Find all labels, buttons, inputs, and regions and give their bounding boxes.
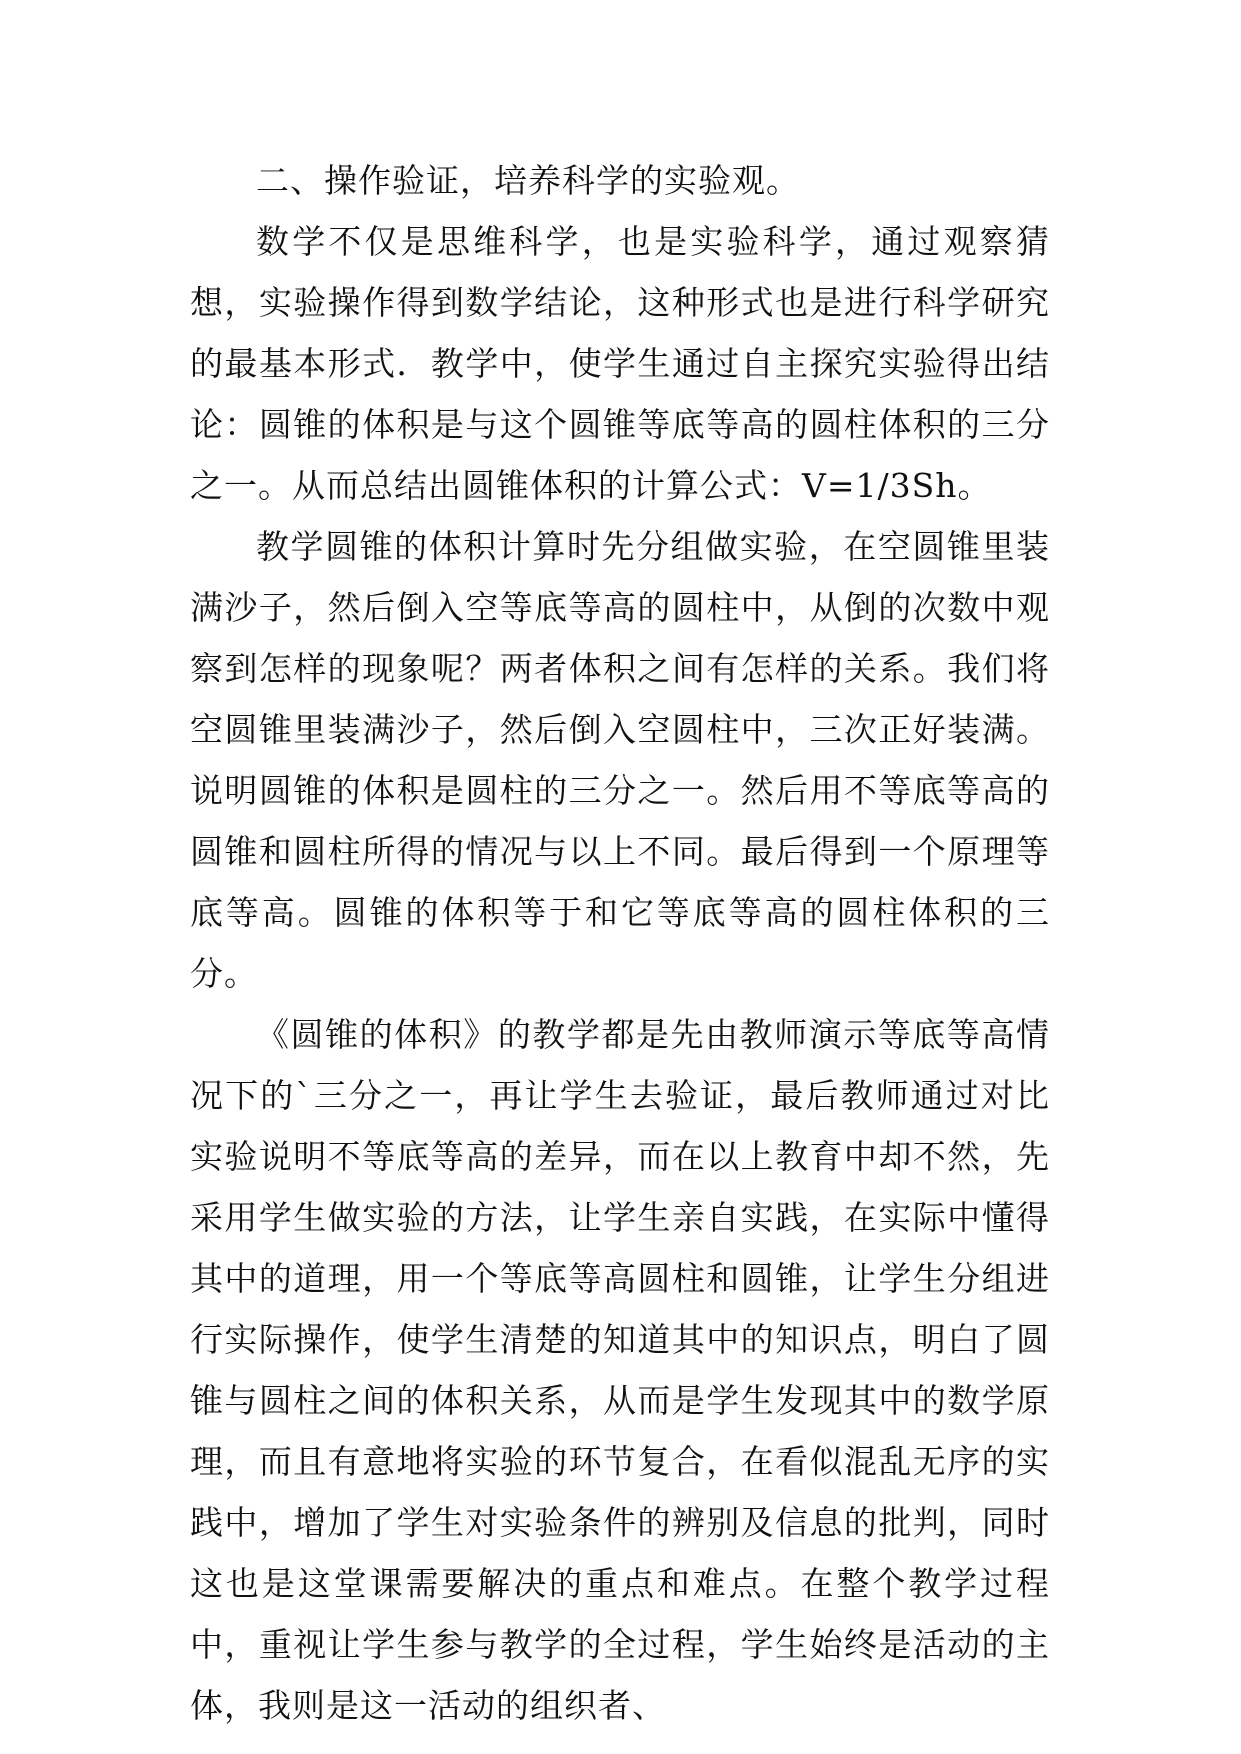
document-body	[190, 150, 1050, 1736]
body-paragraph: 《圆锥的体积》的教学都是先由教师演示等底等高情况下的`三分之一，再让学生去验证，最后教师通过对比实验说明不等底等高的差异，而在以上教育中却不然，先采用学生做实验的方法，让学生亲自实践，在实际中懂得其中的道理，用一个等底等高圆柱和圆锥，让学生分组进行实际操作，使学生清楚的知道其中的知识点，明白了圆锥与圆柱之间的体积关系，从而是学生发现其中的数学原理，而且有意地将实验的环节复合，在看似混乱无序的实践中，增加了学生对实验条件的辨别及信息的批判，同时这也是这堂课需要解决的重点和难点。在整个教学过程中，重视让学生参与教学的全过程，学生始终是活动的主体，我则是这一活动的组织者、	[190, 1015, 1050, 1725]
body-paragraph: 教学圆锥的体积计算时先分组做实验，在空圆锥里装满沙子，然后倒入空等底等高的圆柱中，从倒的次数中观察到怎样的现象呢？两者体积之间有怎样的关系。我们将空圆锥里装满沙子，然后倒入空圆柱中，三次正好装满。说明圆锥的体积是圆柱的三分之一。然后用不等底等高的圆锥和圆柱所得的情况与以上不同。最后得到一个原理等底等高。圆锥的体积等于和它等底等高的圆柱体积的三分。	[190, 527, 1050, 993]
section-heading: 二、操作验证，培养科学的实验观。	[256, 161, 800, 200]
body-paragraph: 数学不仅是思维科学，也是实验科学，通过观察猜想，实验操作得到数学结论，这种形式也是进行科学研究的最基本形式．教学中，使学生通过自主探究实验得出结论：圆锥的体积是与这个圆锥等底等高的圆柱体积的三分之一。从而总结出圆锥体积的计算公式：V=1/3Sh。	[190, 222, 1050, 505]
